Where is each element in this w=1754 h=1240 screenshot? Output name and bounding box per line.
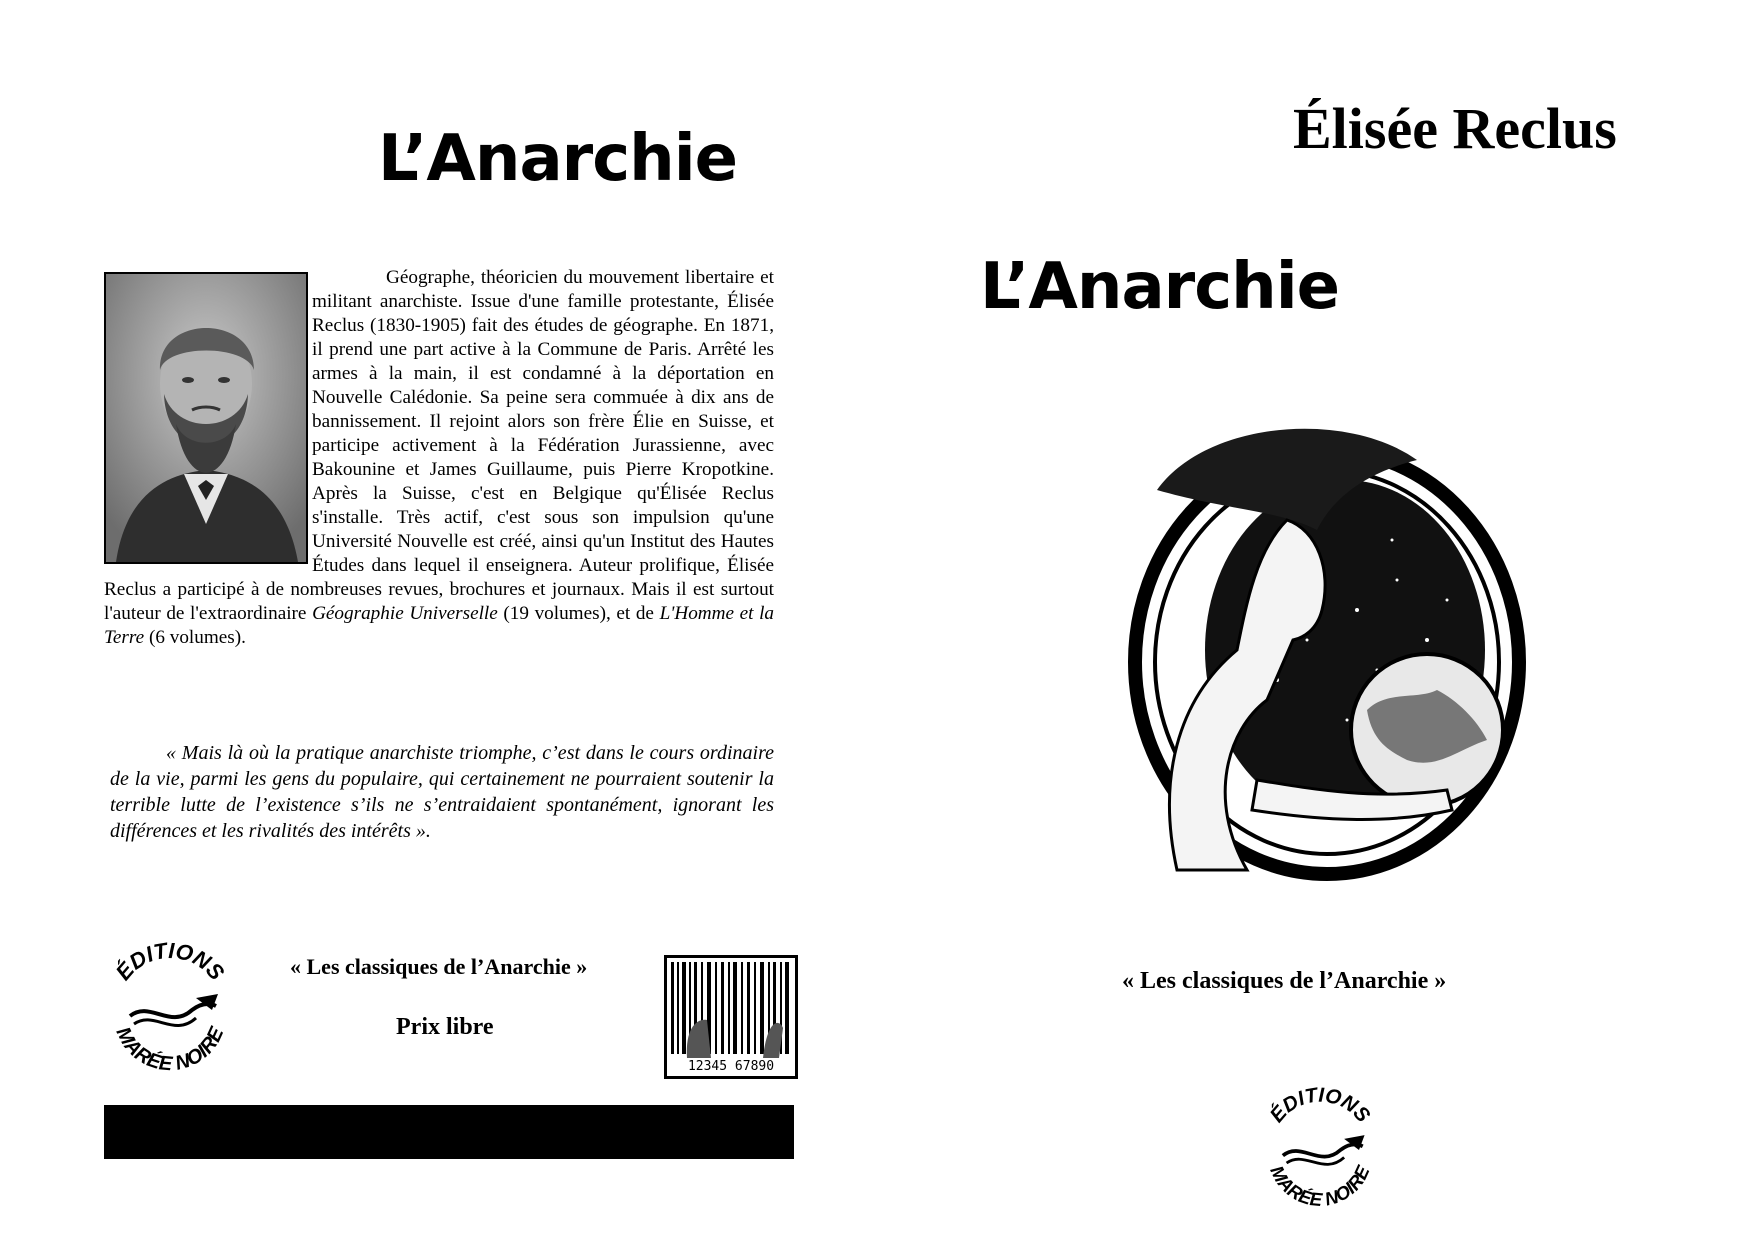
series-name: « Les classiques de l’Anarchie »	[290, 954, 588, 979]
bio-text: Géographe, théoricien du mouvement libertaire et militant anarchiste. Issue d'une famille protestante, Élisée Reclus (1830-1905) fait des études de géographe. En 1871, il prend une part active à la Commune de Paris. Arrêté les armes à la main, il est condamné à la déportation en Nouvelle Calédonie. Sa peine sera commuée à dix ans de bannissement. Il rejoint alors son frère Élie en Suisse, et participe activement à la Fédération Jurassienne, avec Bakounine et James Guillaume, puis Pierre Kropotkine. Après la Suisse, c'est en Belgique qu'Élisée Reclus s'installe. Très actif, c'est sous son impulsion qu'une Université Nouvelle est créé, ainsi qu'un Institut des Hautes Études dans lequel il enseignera. Auteur prolifique, Élisée Reclus a participé à de nombreuses revues, brochures et journaux. Mais il est surtout l'auteur de l'extraordinaire	[104, 267, 774, 624]
logo-bottom-text: MARÉE NOIRE	[111, 1023, 229, 1076]
bio-text-end: (6 volumes).	[144, 627, 246, 648]
maree-noire-logo-front	[1255, 1085, 1385, 1215]
svg-text:ÉDITIONS	[1265, 1085, 1374, 1127]
cover-illustration	[1117, 400, 1537, 900]
logo-top-text-front: ÉDITIONS	[1266, 1085, 1374, 1127]
black-band	[104, 1105, 794, 1159]
svg-text:MARÉE NOIRE	[112, 1023, 229, 1075]
author-name: Élisée Reclus	[1293, 96, 1617, 161]
publisher-logo	[100, 940, 240, 1080]
woman-holding-globe-image	[1117, 400, 1537, 900]
svg-text:MARÉE NOIRE	[1266, 1162, 1373, 1210]
bio-work-geographie: Géographie Universelle	[312, 603, 498, 624]
svg-text:ÉDITIONS	[111, 940, 230, 985]
front-title: L’Anarchie	[980, 250, 1340, 324]
bio-image-spacer	[104, 266, 312, 562]
publisher-logo-front	[1255, 1085, 1385, 1215]
quote: « Mais là où la pratique anarchiste triomphe, c’est dans le cours ordinaire de la vie, parmi les gens du populaire, qui certainement ne pourraient soutenir la terrible lutte de l’existence s’ils ne s’entraidaient spontanément, ignorant les différences et les rivalités des intérêts ».	[110, 742, 774, 842]
logo-top-text: ÉDITIONS	[110, 940, 230, 985]
author-biography	[104, 266, 774, 650]
back-title: L’Anarchie	[378, 122, 738, 196]
logo-bottom-text-front: MARÉE NOIRE	[1266, 1162, 1374, 1211]
barcode	[664, 955, 798, 1079]
maree-noire-logo	[100, 940, 240, 1080]
bio-work-homme-terre: L'Homme et la Terre	[104, 603, 775, 648]
front-cover	[877, 0, 1754, 1240]
series-name-front: « Les classiques de l’Anarchie »	[1122, 968, 1447, 994]
bio-text-mid: (19 volumes), et de	[497, 603, 660, 624]
barcode-number: 12345 67890	[667, 1059, 795, 1074]
price: Prix libre	[396, 1014, 494, 1040]
